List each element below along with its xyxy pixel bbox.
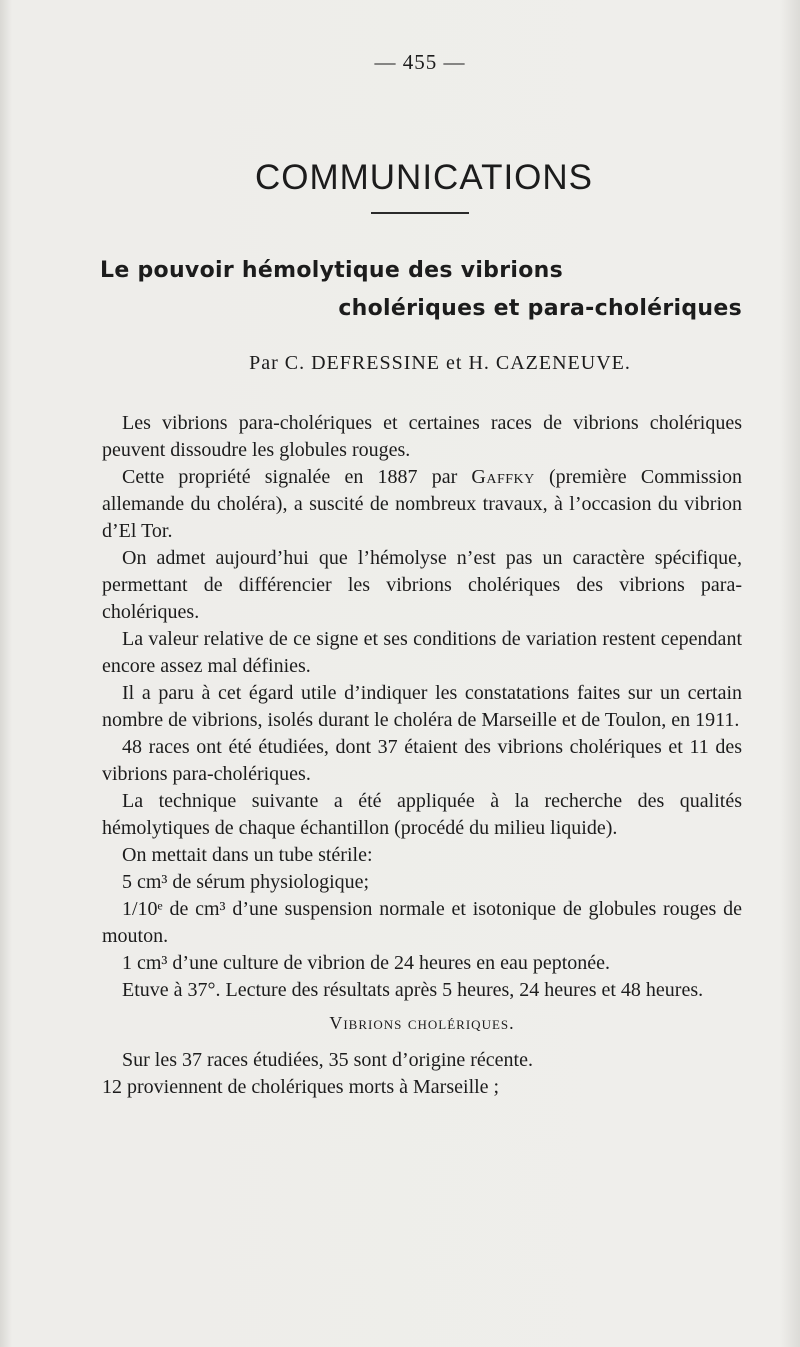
paragraph: On mettait dans un tube stérile: (122, 844, 373, 866)
subheading: Vibrions cholériques. (329, 1013, 515, 1033)
paragraph-text: (première Commission allemande du choléra), a suscité de nombreux travaux, à l’occasion du vibrion d’El Tor. (102, 466, 742, 542)
article-title-line-1: Le pouvoir hémolytique des vibrions (100, 258, 563, 283)
paragraph: La valeur relative de ce signe et ses conditions de variation restent cependant encore assez mal définies. (102, 628, 742, 677)
section-title: COMMUNICATIONS (254, 158, 594, 197)
paragraph: Sur les 37 races étudiées, 35 sont d’origine récente. (122, 1049, 533, 1071)
page-number: — 455 — (374, 50, 466, 74)
paragraph: La technique suivante a été appliquée à la recherche des qualités hémolytiques de chaque échantillon (procédé du milieu liquide). (102, 790, 742, 839)
paragraph: Etuve à 37°. Lecture des résultats après 5 heures, 24 heures et 48 heures. (122, 979, 704, 1001)
paragraph: Il a paru à cet égard utile d’indiquer les constatations faites sur un certain nombre de vibrions, isolés durant le choléra de Marseille et de Toulon, en 1911. (102, 682, 742, 731)
title-rule (371, 212, 469, 214)
paragraph: 48 races ont été étudiées, dont 37 étaient des vibrions cholériques et 11 des vibrions para-cholériques. (102, 736, 742, 785)
paragraph (102, 464, 742, 545)
paragraph-text: Cette propriété signalée en 1887 par (122, 466, 472, 488)
paragraph: On admet aujourd’hui que l’hémolyse n’est pas un caractère spécifique, permettant de différencier les vibrions cholériques des vibrions para-cholériques. (102, 547, 742, 623)
paragraph: Les vibrions para-cholériques et certaines races de vibrions cholériques peuvent dissoudre les globules rouges. (102, 412, 742, 461)
paragraph: 1 cm³ d’une culture de vibrion de 24 heures en eau peptonée. (122, 952, 611, 974)
byline: Par C. DEFRESSINE et H. CAZENEUVE. (249, 352, 631, 374)
paragraph: 1/10ᵉ de cm³ d’une suspension normale et isotonique de globules rouges de mouton. (102, 898, 742, 947)
author-name: Gaffky (471, 466, 535, 488)
article-body (102, 410, 742, 1101)
paragraph: 5 cm³ de sérum physiologique; (122, 871, 370, 893)
article-title-line-2: cholériques et para-cholériques (338, 296, 742, 321)
paragraph: 12 proviennent de cholériques morts à Marseille ; (102, 1076, 500, 1098)
